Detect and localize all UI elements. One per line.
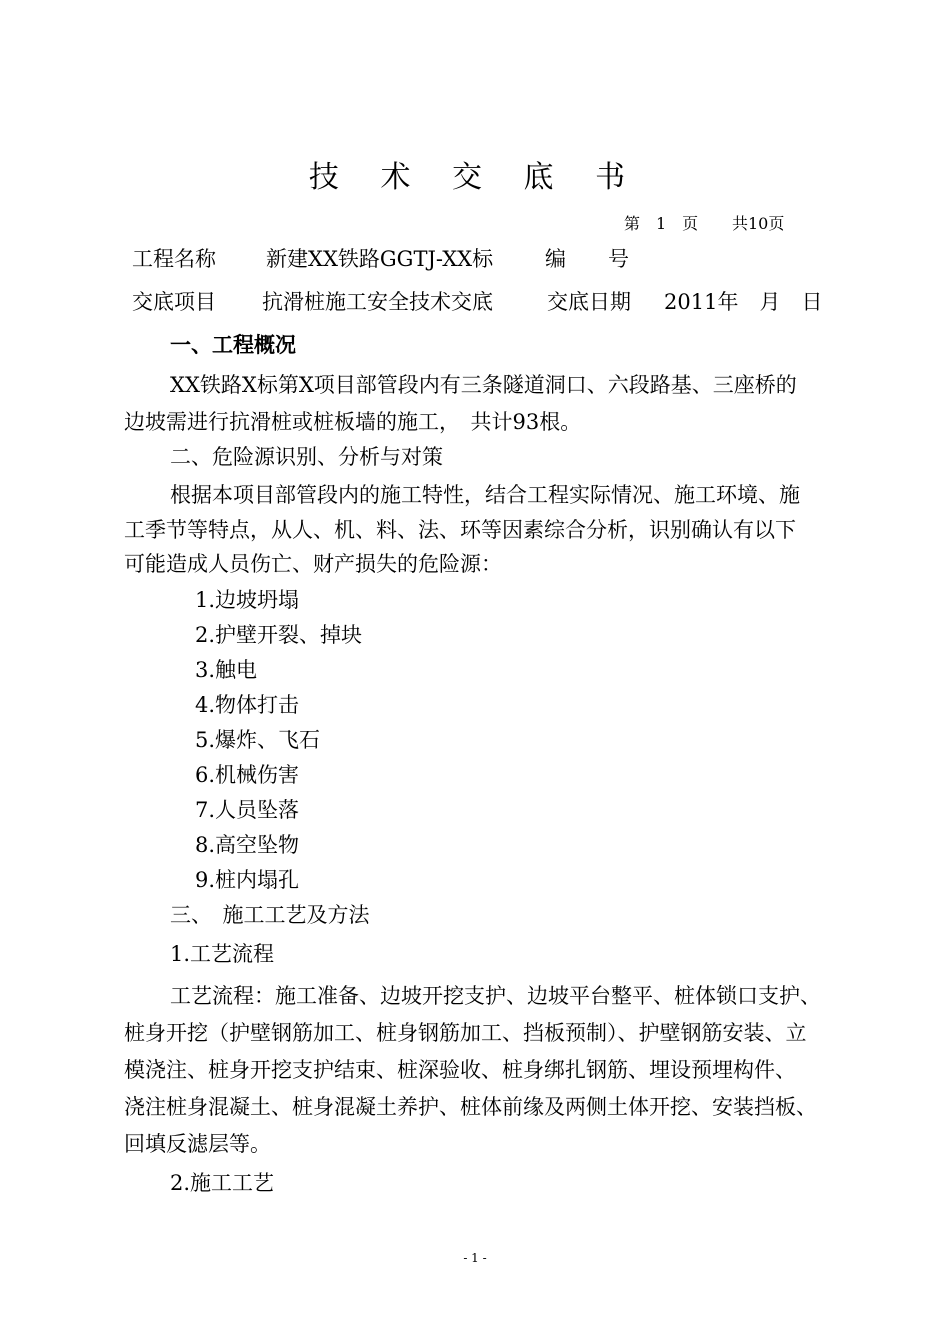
body-line: 根据本项目部管段内的施工特性，结合工程实际情况、施工环境、施 xyxy=(170,483,800,507)
subsection-heading: 1.工艺流程 xyxy=(170,942,275,966)
project-name-label: 工程名称 xyxy=(132,247,216,271)
item-label: 交底项目 xyxy=(132,290,216,314)
page-number-label: 第 1 页 xyxy=(624,214,699,233)
hazard-list-item: 5.爆炸、飞石 xyxy=(195,728,321,752)
hazard-list-item: 1.边坡坍塌 xyxy=(195,588,300,612)
date-label: 交底日期 xyxy=(547,290,631,314)
subsection-heading: 2.施工工艺 xyxy=(170,1171,275,1195)
date-value: 2011年 月 日 xyxy=(664,290,823,314)
page-total-label: 共10页 xyxy=(732,214,785,233)
item-value: 抗滑桩施工安全技术交底 xyxy=(262,290,493,314)
body-line: 工艺流程：施工准备、边坡开挖支护、边坡平台整平、桩体锁口支护、 xyxy=(170,984,821,1008)
body-line: 工季节等特点，从人、机、料、法、环等因素综合分析，识别确认有以下 xyxy=(124,518,796,542)
hazard-list-item: 7.人员坠落 xyxy=(195,798,300,822)
hazard-list-item: 9.桩内塌孔 xyxy=(195,868,300,892)
body-line: XX铁路X标第X项目部管段内有三条隧道洞口、六段路基、三座桥的 xyxy=(170,373,797,397)
body-line: 桩身开挖（护壁钢筋加工、桩身钢筋加工、挡板预制）、护壁钢筋安装、立 xyxy=(124,1021,807,1045)
hazard-list-item: 8.高空坠物 xyxy=(195,833,300,857)
body-line: 可能造成人员伤亡、财产损失的危险源： xyxy=(124,552,502,576)
body-line: 模浇注、桩身开挖支护结束、桩深验收、桩身绑扎钢筋、埋设预埋构件、 xyxy=(124,1058,796,1082)
hazard-list-item: 4.物体打击 xyxy=(195,693,300,717)
project-name-value: 新建XX铁路GGTJ-XX标 xyxy=(266,247,494,271)
section-heading-overview: 一、工程概况 xyxy=(170,332,296,357)
body-line: 回填反滤层等。 xyxy=(124,1132,271,1156)
hazard-list-item: 2.护壁开裂、掉块 xyxy=(195,623,363,647)
document-title: 技 术 交 底 书 xyxy=(308,160,642,195)
section-heading-process: 三、 施工工艺及方法 xyxy=(170,903,370,927)
page-footer-number: - 1 - xyxy=(463,1251,487,1265)
body-line: 边坡需进行抗滑桩或桩板墙的施工， 共计93根。 xyxy=(124,410,582,434)
hazard-list-item: 6.机械伤害 xyxy=(195,763,300,787)
body-line: 浇注桩身混凝土、桩身混凝土养护、桩体前缘及两侧土体开挖、安装挡板、 xyxy=(124,1095,817,1119)
number-label: 编 号 xyxy=(545,247,629,271)
hazard-list-item: 3.触电 xyxy=(195,658,258,682)
section-heading-hazards: 二、危险源识别、分析与对策 xyxy=(170,445,443,469)
